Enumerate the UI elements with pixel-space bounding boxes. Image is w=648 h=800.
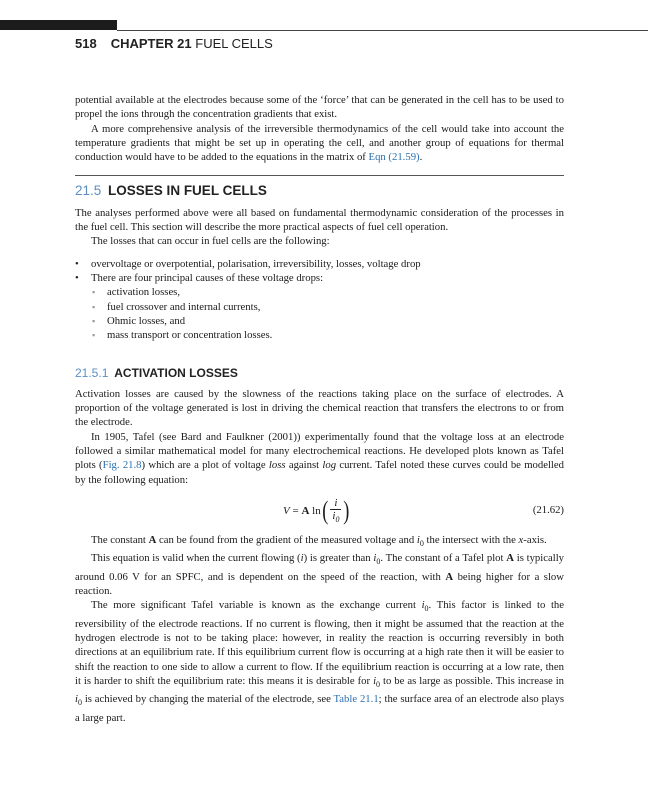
table-link[interactable]: Table 21.1	[333, 693, 379, 706]
page-body	[75, 93, 564, 725]
subsection-title: ACTIVATION LOSSES	[114, 366, 238, 381]
section-paragraph-2: The losses that can occur in fuel cells are the following:	[91, 235, 330, 248]
chapter-label: CHAPTER 21	[110, 36, 192, 51]
section-title: LOSSES IN FUEL CELLS	[108, 183, 267, 199]
subsection-heading	[75, 366, 564, 380]
section-divider	[75, 175, 564, 176]
equation-body: V = A ln( $\frac{i}{i_0}$ )	[283, 496, 350, 526]
list-item: • There are four principal causes of these voltage drops: ▪ activation losses, ▪ fuel crossover and internal currents, ▪ Ohmic losses, and ▪ mass transport or concentration losses.	[75, 271, 564, 342]
header-bar	[0, 20, 117, 30]
figure-link[interactable]: Fig. 21.8	[102, 459, 142, 472]
page-number: 518	[75, 36, 97, 51]
header-rule	[117, 30, 648, 31]
subsection-paragraph: Activation losses are caused by the slowness of the reactions taking place on the surface of electrodes. A proportion of the voltage generated is lost in driving the chemical reaction that transfers the electrons to or from the electrode.	[75, 387, 564, 429]
subsection-number: 21.5.1	[75, 366, 109, 381]
chapter-title: FUEL CELLS	[195, 36, 273, 51]
validity-paragraph: This equation is valid when the current flowing (i) is greater than $i_0$. The constant of a Tafel plot A is typically around 0.06 V for an SPFC, and is dependent on the speed of the reaction, with A being higher for a slow reaction.	[75, 552, 565, 597]
constant-paragraph: The constant A can be found from the gradient of the measured voltage and $i_0$ the intersect with the x-axis.	[91, 533, 547, 548]
equation-number: (21.62)	[532, 503, 564, 516]
list-item: ▪ Ohmic losses, and	[91, 314, 564, 328]
causes-list	[91, 285, 564, 342]
list-item: • overvoltage or overpotential, polarisation, irreversibility, losses, voltage drop	[75, 257, 564, 271]
section-heading	[75, 184, 564, 198]
list-item: ▪ activation losses,	[91, 285, 564, 299]
intro-paragraph-2: A more comprehensive analysis of the irreversible thermodynamics of the cell would take into account the temperature gradients that might be set up in operating the cell, and another group of equations for thermal conduction would have to be added to the equations in the matrix of Eqn (21.59).	[75, 122, 564, 164]
tafel-paragraph: In 1905, Tafel (see Bard and Faulkner (2001)) experimentally found that the voltage loss at an electrode followed a similar mathematical model for many electrochemical reactions. He developed plots known as Tafel plots (Fig. 21.8) which are a plot of voltage loss against log current. Tafel noted these curves could be modelled by the following equation:	[75, 430, 564, 486]
tafel-equation	[75, 491, 564, 531]
running-head	[75, 36, 273, 51]
equation-fraction: $\frac{i}{i_0}$	[332, 496, 340, 525]
section-number: 21.5	[75, 183, 102, 199]
losses-list	[75, 257, 564, 343]
list-item: ▪ fuel crossover and internal currents,	[91, 300, 564, 314]
intro-paragraph: potential available at the electrodes because some of the ‘force’ that can be generated in the cell has to be used to propel the ions through the concentration gradients that exist.	[75, 94, 564, 121]
list-item: ▪ mass transport or concentration losses.	[91, 328, 564, 342]
section-paragraph: The analyses performed above were all based on fundamental thermodynamic consideration of the processes in the fuel cell. This section will describe the more practical aspects of fuel cell operation.	[75, 206, 564, 234]
exchange-current-paragraph: The more significant Tafel variable is known as the exchange current $i_0$. This factor is linked to the reversibility of the electrode reactions. If no current is flowing, then it might be assumed that the reaction at the hydrogen electrode is not to be taking place: however, in reality the reaction is occurring reversibly in both directions at an equilibrium rate. If this equilibrium current flow is occurring at a high rate then it will be easier to shift the reaction to one side to allow a current to flow. If the equilibrium reaction is occurring at a low rate, then it is harder to shift the equilibrium rate: this means it is desirable for $i_0$ to be as large as possible. This increase in $i_0$ is achieved by changing the material of the electrode, see Table 21.1; the surface area of an electrode also plays a large part.	[75, 599, 565, 724]
eqn-link[interactable]: Eqn (21.59)	[368, 151, 420, 164]
